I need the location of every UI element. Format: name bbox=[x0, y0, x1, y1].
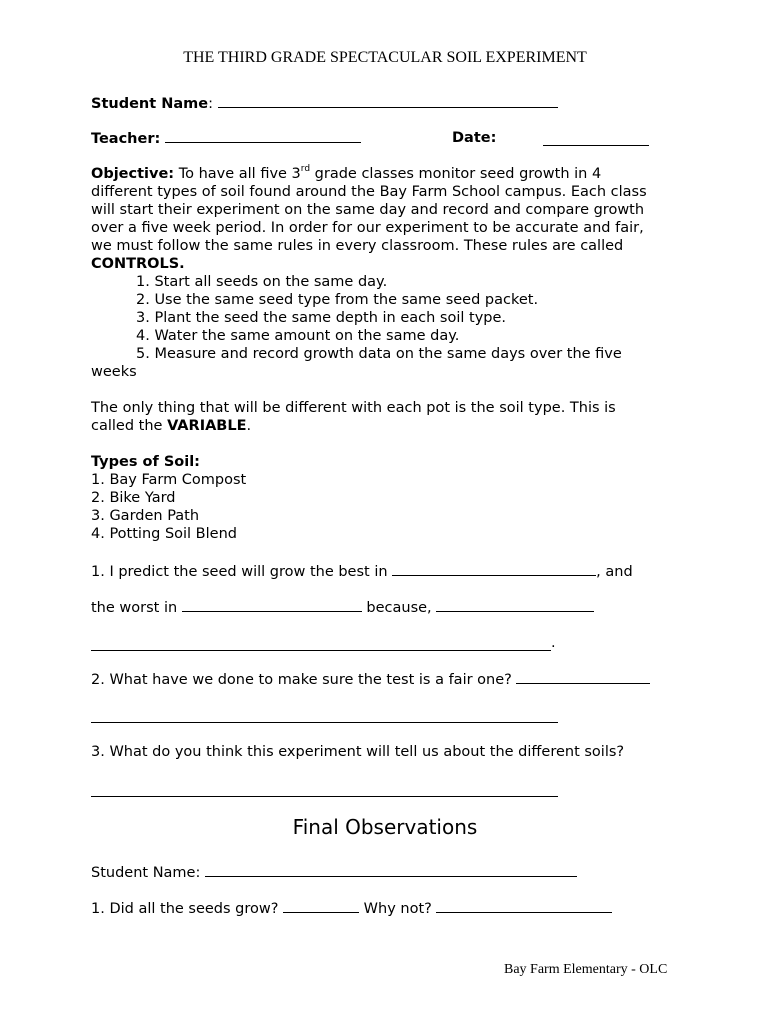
objective-line-2: different types of soil found around the Bay Farm School campus. Each class bbox=[91, 184, 647, 200]
final-student-name-row bbox=[91, 863, 577, 882]
control-item: 3. Plant the seed the same depth in each soil type. bbox=[136, 310, 507, 326]
control-item-wrap: weeks bbox=[91, 364, 137, 380]
final-q1-row bbox=[91, 899, 612, 918]
final-q1-why-label: Why not? bbox=[363, 901, 432, 917]
q1-period: . bbox=[551, 635, 556, 651]
student-name-field[interactable] bbox=[218, 94, 558, 108]
variable-text: called the bbox=[91, 418, 168, 434]
soil-item: 3. Garden Path bbox=[91, 508, 200, 524]
control-item: 2. Use the same seed type from the same seed packet. bbox=[136, 292, 539, 308]
student-name-label: Student Name bbox=[91, 96, 209, 112]
objective-line-1 bbox=[91, 165, 601, 183]
q2-answer-line[interactable] bbox=[91, 722, 558, 723]
q1-text-d: because, bbox=[366, 600, 432, 616]
soil-heading: Types of Soil: bbox=[91, 454, 200, 470]
q1-best-field[interactable] bbox=[392, 562, 596, 576]
variable-term: VARIABLE bbox=[167, 418, 247, 434]
objective-text-1a: To have all five 3 bbox=[178, 166, 301, 182]
q3-text: 3. What do you think this experiment will tell us about the different soils? bbox=[91, 744, 625, 760]
q2-text: 2. What have we done to make sure the test is a fair one? bbox=[91, 672, 512, 688]
q1-worst-field[interactable] bbox=[182, 598, 362, 612]
teacher-field[interactable] bbox=[165, 129, 361, 143]
teacher-label: Teacher: bbox=[91, 131, 161, 147]
final-student-name-label: Student Name: bbox=[91, 865, 201, 881]
q2-row bbox=[91, 670, 650, 689]
objective-line-6: CONTROLS. bbox=[91, 256, 185, 272]
q1-because-field[interactable] bbox=[436, 598, 594, 612]
final-observations-heading: Final Observations bbox=[292, 815, 478, 839]
soil-item: 2. Bike Yard bbox=[91, 490, 176, 506]
teacher-row bbox=[91, 129, 361, 148]
q3-answer-line[interactable] bbox=[91, 796, 558, 797]
soil-item: 1. Bay Farm Compost bbox=[91, 472, 247, 488]
q1-text-a: 1. I predict the seed will grow the best in bbox=[91, 564, 388, 580]
variable-line-1: The only thing that will be different with each pot is the soil type. This is bbox=[91, 400, 616, 416]
footer: Bay Farm Elementary - OLC bbox=[504, 962, 668, 977]
objective-line-4: over a five week period. In order for our experiment to be accurate and fair, bbox=[91, 220, 644, 236]
objective-sup: rd bbox=[300, 164, 311, 174]
variable-period: . bbox=[246, 418, 252, 434]
q1-row-1 bbox=[91, 562, 633, 581]
objective-line-3: will start their experiment on the same day and record and compare growth bbox=[91, 202, 645, 218]
objective-line-5: we must follow the same rules in every classroom. These rules are called bbox=[91, 238, 624, 254]
objective-text-1b: grade classes monitor seed growth in 4 bbox=[310, 166, 602, 182]
q1-answer-line[interactable] bbox=[91, 650, 551, 651]
final-q1-text: 1. Did all the seeds grow? bbox=[91, 901, 279, 917]
q1-text-c: the worst in bbox=[91, 600, 178, 616]
date-field[interactable] bbox=[543, 145, 649, 146]
q1-row-2 bbox=[91, 598, 594, 617]
control-item: 4. Water the same amount on the same day. bbox=[136, 328, 460, 344]
q1-text-b: , and bbox=[596, 564, 633, 580]
student-name-row: Student Name: bbox=[91, 94, 558, 113]
date-row bbox=[452, 129, 496, 147]
q2-field[interactable] bbox=[516, 670, 650, 684]
date-label: Date: bbox=[452, 130, 497, 146]
control-item: 1. Start all seeds on the same day. bbox=[136, 274, 388, 290]
final-student-name-field[interactable] bbox=[205, 863, 577, 877]
objective-label: Objective: bbox=[91, 166, 175, 182]
final-q1-why-field[interactable] bbox=[436, 899, 612, 913]
control-item: 5. Measure and record growth data on the same days over the five bbox=[136, 346, 622, 362]
soil-item: 4. Potting Soil Blend bbox=[91, 526, 237, 542]
page-title: THE THIRD GRADE SPECTACULAR SOIL EXPERIMENT bbox=[183, 49, 587, 66]
final-q1-grow-field[interactable] bbox=[283, 899, 359, 913]
variable-line-2 bbox=[91, 417, 251, 435]
